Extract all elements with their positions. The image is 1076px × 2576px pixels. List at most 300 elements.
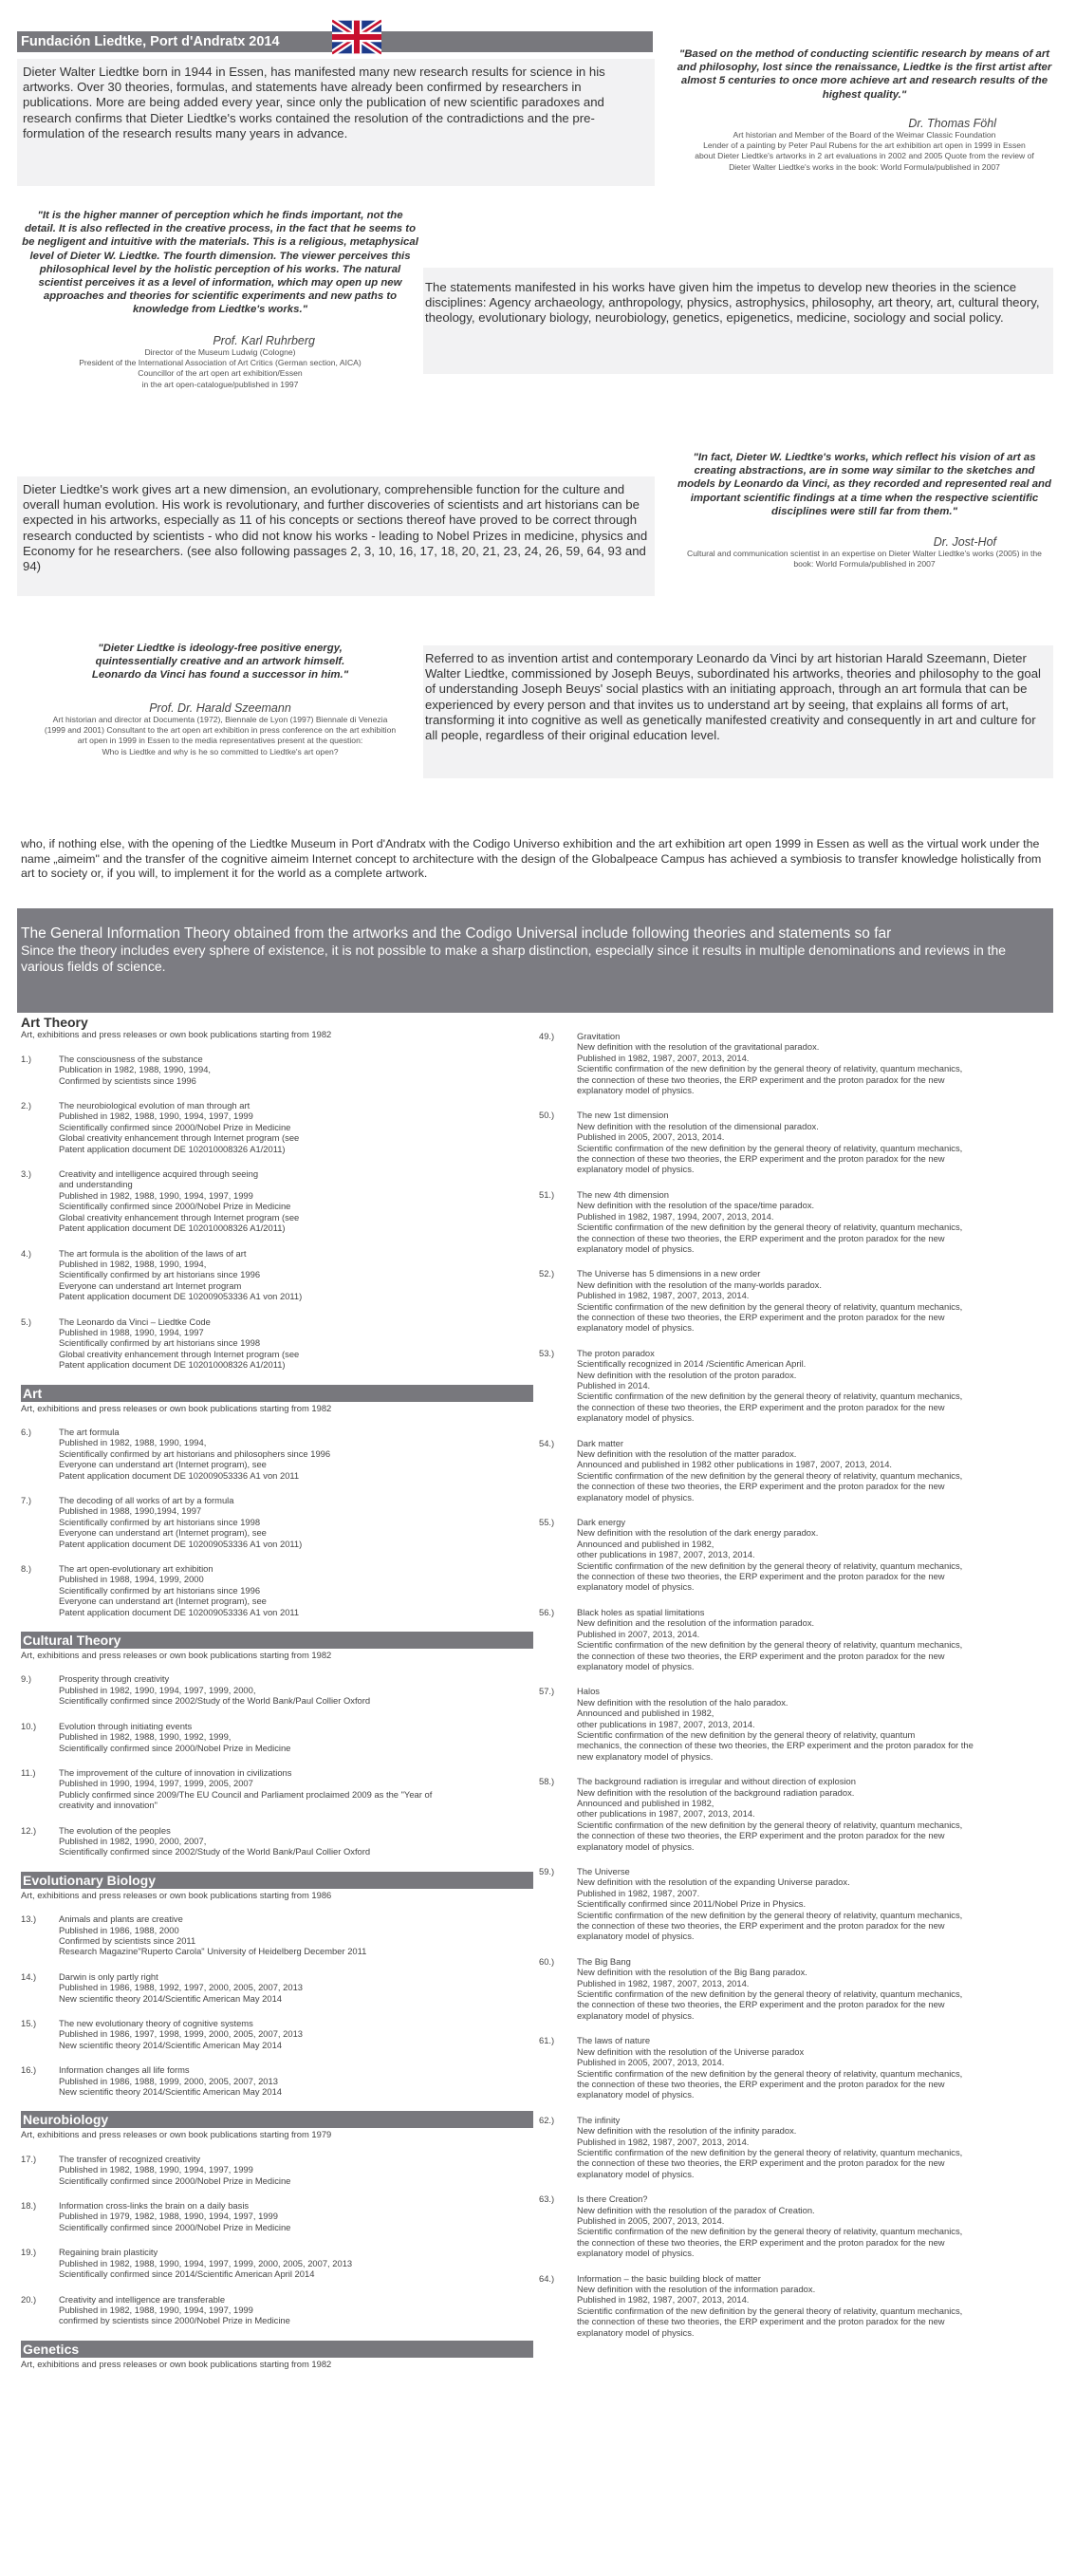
item-line: explanatory model of physics.	[577, 1412, 695, 1424]
item-line: Information changes all life forms	[59, 2064, 190, 2076]
item-body	[59, 1913, 533, 1957]
item-line: Scientific confirmation of the new definition by the general theory of relativity, quantum mechanics,	[577, 1222, 963, 1233]
item-number: 9.)	[21, 1673, 31, 1685]
item-line: explanatory model of physics.	[577, 1322, 695, 1334]
item-line: explanatory model of physics.	[577, 2326, 695, 2338]
item-line: the connection of these two theories, the ERP experiment and the proton paradox for the new	[577, 2078, 945, 2089]
item-line: the connection of these two theories, the ERP experiment and the proton paradox for the new	[577, 2157, 945, 2169]
item-line: Animals and plants are creative	[59, 1913, 183, 1925]
list-item	[21, 1825, 533, 1857]
quote-josthof-author: Dr. Jost-Hof	[933, 535, 996, 550]
banner-subtext: Since the theory includes every sphere of existence, it is not possible to make a sharp distinction, especially since it results in multiple denominations and reviews in the various fields of science.	[21, 943, 1007, 974]
item-line: the connection of these two theories, the ERP experiment and the proton paradox for the new	[577, 1571, 945, 1582]
item-line: Published in 1982, 1988, 1990, 1994,	[59, 1258, 207, 1269]
item-line: Research Magazine"Ruperto Carola" University of Heidelberg December 2011	[59, 1946, 367, 1957]
item-number: 14.)	[21, 1970, 37, 1982]
item-body	[59, 2294, 533, 2326]
item-line: Everyone can understand art Internet program	[59, 1279, 242, 1291]
item-line: Scientific confirmation of the new definition by the general theory of relativity, quantum mechanics,	[577, 1469, 963, 1481]
item-line: New definition with the resolution of the dark energy paradox.	[577, 1527, 819, 1539]
item-line: Published in 1982, 1987, 2007, 2013, 2014.	[577, 1290, 750, 1301]
right-theory-column	[539, 1031, 1053, 2352]
item-line: Publicly confirmed since 2009/The EU Council and Parliament proclaimed 2009 as the "Year of	[59, 1788, 433, 1800]
item-line: Patent application document DE 102010008326 A1/2011)	[59, 1223, 286, 1234]
item-number: 4.)	[21, 1247, 31, 1259]
list-item	[21, 1971, 533, 2004]
uk-flag-icon	[332, 18, 381, 56]
list-item	[21, 1767, 533, 1811]
list-item	[539, 1268, 1053, 1333]
item-number: 20.)	[21, 2293, 37, 2305]
list-item	[21, 1563, 533, 1617]
list-item	[539, 1686, 1053, 1762]
item-line: other publications in 1987, 2007, 2013, 2014.	[577, 1549, 755, 1560]
item-line: Creativity and intelligence are transferable	[59, 2293, 226, 2305]
item-line: Confirmed by scientists since 1996	[59, 1074, 196, 1086]
item-body	[577, 1031, 1053, 1095]
item-number: 7.)	[21, 1495, 31, 1505]
item-line: The improvement of the culture of innovation in civilizations	[59, 1766, 292, 1778]
museum-statement	[21, 837, 1055, 882]
item-body	[577, 1607, 1053, 1671]
quote-szeemann-desc-1: Art historian and director at Documenta (1972), Biennale de Lyon (1997) Biennale di Venezia	[52, 714, 388, 724]
item-line: New definition with the resolution of the many-worlds paradox.	[577, 1279, 822, 1290]
item-line: Published in 1988, 1994, 1999, 2000	[59, 1574, 204, 1585]
item-line: creativity and innovation"	[59, 1800, 158, 1811]
item-line: Scientific confirmation of the new definition by the general theory of relativity, quantum	[577, 1728, 916, 1740]
item-line: Darwin is only partly right	[59, 1970, 158, 1982]
item-line: New definition with the resolution of the gravitational paradox.	[577, 1041, 820, 1053]
item-line: Black holes as spatial limitations	[577, 1606, 705, 1617]
item-number: 6.)	[21, 1426, 31, 1437]
item-line: the connection of these two theories, the ERP experiment and the proton paradox for the new	[577, 1650, 945, 1661]
banner-heading: The General Information Theory obtained from the artworks and the Codigo Universal include following theories and statements so far	[21, 925, 892, 942]
beuys-text: Referred to as invention artist and contemporary Leonardo da Vinci by art historian Harald Szeemann, Dieter Walter Liedtke, commissioned by Joseph Beuys, subordinated his artworks, theories and philosophy to the goal of understanding Joseph Beuys' social plastics with an initiating approach, through an art formula that can be experienced by every person and that invites us to understand art by seeing, that explains all forms of art, transforming it into cognitive as well as genetically manifested creativity and consequently in art and culture for all people, regardless of their original education level.	[425, 651, 1041, 743]
item-number: 55.)	[539, 1517, 555, 1528]
item-line: confirmed by scientists since 2000/Nobel Prize in Medicine	[59, 2315, 290, 2326]
item-line: Published in 2007, 2013, 2014.	[577, 1628, 700, 1639]
item-line: Creativity and intelligence acquired through seeing	[59, 1168, 259, 1180]
list-item	[21, 2200, 533, 2232]
section-title: Cultural Theory	[21, 1632, 533, 1649]
list-item	[539, 2035, 1053, 2100]
item-line: The decoding of all works of art by a formula	[59, 1495, 234, 1505]
dimension-text: Dieter Liedtke's work gives art a new dimension, an evolutionary, comprehensible function for the culture and overall human evolution. His work is revolutionary, and further discoveries of scientists and art historians can be expected in his artworks, especially as 11 of his concepts or sections thereof have proved to be correct through research conducted by scientists - who did not know his works - leading to Nobel Prizes in medicine, physics and Economy for he researchers. (see also following passages 2, 3, 10, 16, 17, 18, 20, 21, 23, 24, 26, 59, 64, 93 and 94)	[23, 482, 648, 574]
item-line: Published in 2005, 2007, 2013, 2014.	[577, 2057, 725, 2068]
section-title: Genetics	[21, 2341, 533, 2358]
item-body	[577, 1438, 1053, 1503]
item-line: Regaining brain plasticity	[59, 2247, 158, 2258]
item-line: Published in 1988, 1990,1994, 1997	[59, 1505, 202, 1517]
item-line: Scientific confirmation of the new definition by the general theory of relativity, quantum mechanics,	[577, 1909, 963, 1920]
item-line: the connection of these two theories, the ERP experiment and the proton paradox for the new	[577, 2316, 945, 2327]
item-line: Published in 1982, 1988, 1990, 1994, 1997, 1999	[59, 2164, 253, 2175]
item-body	[577, 2273, 1053, 2338]
quote-fohl-desc-2: Lender of a painting by Peter Paul Rubens for the art exhibition art open in 1999 in Essen	[703, 140, 1026, 151]
item-line: Patent application document DE 102009053336 A1 von 2011)	[59, 1291, 303, 1302]
item-line: The infinity	[577, 2114, 621, 2125]
list-item	[21, 1054, 533, 1086]
section-title: Art	[21, 1385, 533, 1402]
item-body	[59, 2064, 533, 2097]
item-line: Announced and published in 1982,	[577, 1538, 714, 1549]
item-number: 17.)	[21, 2153, 37, 2164]
section-subtitle: Art, exhibitions and press releases or own book publications starting from 1979	[21, 2129, 332, 2140]
item-line: mechanics, the connection of these two theories, the ERP experiment and the proton paradox for the	[577, 1740, 974, 1751]
list-item	[539, 1189, 1053, 1254]
item-line: explanatory model of physics.	[577, 2089, 695, 2100]
item-line: The art formula is the abolition of the laws of art	[59, 1247, 247, 1259]
item-body	[577, 2035, 1053, 2100]
item-line: The consciousness of the substance	[59, 1053, 203, 1064]
item-number: 11.)	[21, 1766, 36, 1778]
item-line: Scientifically recognized in 2014 /Scientific American April.	[577, 1358, 807, 1370]
list-item	[21, 1248, 533, 1302]
item-number: 60.)	[539, 1955, 555, 1967]
item-line: The art formula	[59, 1426, 120, 1437]
item-line: Global creativity enhancement through Internet program (see	[59, 1132, 300, 1144]
item-line: Published in 1986, 1988, 1992, 1997, 2000, 2005, 2007, 2013	[59, 1982, 303, 1993]
item-line: Halos	[577, 1686, 600, 1697]
section-subtitle: Art, exhibitions and press releases or own book publications starting from 1982	[21, 1650, 332, 1661]
list-item	[21, 2247, 533, 2279]
item-line: Published in 1990, 1994, 1997, 1999, 2005, 2007	[59, 1778, 253, 1789]
item-line: Dark energy	[577, 1517, 626, 1528]
item-line: Published in 1982, 1988, 1990, 1994,	[59, 1437, 207, 1448]
item-line: The Universe has 5 dimensions in a new order	[577, 1268, 761, 1279]
item-line: Scientifically confirmed by art historians and philosophers since 1996	[59, 1447, 331, 1459]
item-line: The new 1st dimension	[577, 1110, 669, 1121]
item-line: Confirmed by scientists since 2011	[59, 1934, 196, 1946]
quote-josthof-desc-1: Cultural and communication scientist in an expertise on Dieter Walter Liedtke's works (2005) in the	[687, 549, 1042, 559]
item-line: Announced and published in 1982 other publications in 1987, 2007, 2013, 2014.	[577, 1459, 893, 1470]
item-number: 49.)	[539, 1031, 555, 1041]
item-number: 61.)	[539, 2035, 555, 2046]
item-line: Patent application document DE 102009053336 A1 von 2011)	[59, 1538, 303, 1549]
list-item	[539, 1956, 1053, 2021]
quote-szeemann-author: Prof. Dr. Harald Szeemann	[149, 700, 291, 715]
item-line: Scientifically confirmed by art historians since 1998	[59, 1337, 261, 1349]
item-line: Scientifically confirmed by art historians since 1998	[59, 1516, 261, 1527]
list-item	[21, 1427, 533, 1481]
quote-ruhrberg-desc-1: Director of the Museum Ludwig (Cologne)	[144, 346, 296, 357]
quote-szeemann-desc-2: (1999 and 2001) Consultant to the art open art exhibition in press conference on the art exhibition	[44, 724, 397, 735]
quote-fohl-desc-4: Dieter Walter Liedtke's works in the book: World Formula/published in 2007	[729, 161, 1000, 172]
quote-szeemann	[21, 642, 419, 757]
item-number: 12.)	[21, 1824, 37, 1836]
item-line: Information – the basic building block of matter	[577, 2272, 761, 2284]
item-number: 1.)	[21, 1053, 31, 1064]
item-line: New scientific theory 2014/Scientific American May 2014	[59, 2039, 283, 2050]
item-line: New definition with the resolution of the Big Bang paradox.	[577, 1967, 807, 1978]
quote-ruhrberg-desc-2: President of the International Association of Art Critics (German section, AICA)	[79, 357, 362, 367]
item-line: Published in 1982, 1988, 1990, 1994, 1997, 1999	[59, 1111, 253, 1122]
item-line: The transfer of recognized creativity	[59, 2153, 201, 2164]
item-line: Published in 1986, 1997, 1998, 1999, 2000, 2005, 2007, 2013	[59, 2028, 303, 2040]
item-line: the connection of these two theories, the ERP experiment and the proton paradox for the new	[577, 1153, 945, 1165]
item-line: New scientific theory 2014/Scientific American May 2014	[59, 2086, 283, 2098]
list-item	[539, 2115, 1053, 2179]
item-line: Published in 1979, 1982, 1988, 1990, 1994, 1997, 1999	[59, 2211, 278, 2222]
item-body	[577, 1517, 1053, 1593]
item-line: The neurobiological evolution of man through art	[59, 1100, 250, 1111]
item-line: New definition with the resolution of the space/time paradox.	[577, 1200, 815, 1211]
item-line: Published in 1982, 1987, 2007.	[577, 1887, 700, 1898]
item-line: Gravitation	[577, 1031, 621, 1041]
item-line: The Universe	[577, 1866, 630, 1876]
item-line: explanatory model of physics.	[577, 2009, 695, 2021]
item-number: 54.)	[539, 1437, 555, 1448]
item-line: explanatory model of physics.	[577, 1840, 695, 1852]
disciplines-text: The statements manifested in his works have given him the impetus to develop new theories in the science disciplines: Agency archaeology, anthropology, physics, astrophysics, philosophy, art theory, art, cultural theory, theology, evolutionary biology, neurobiology, genetics, epigenetics, medicine, sociology and social policy.	[425, 280, 1040, 326]
item-line: Scientific confirmation of the new definition by the general theory of relativity, quantum mechanics,	[577, 1988, 963, 2000]
item-body	[59, 1721, 533, 1753]
item-line: Everyone can understand art (Internet program), see	[59, 1459, 267, 1470]
item-line: Global creativity enhancement through Internet program (see	[59, 1211, 300, 1223]
item-line: Published in 1986, 1988, 1999, 2000, 2005, 2007, 2013	[59, 2075, 278, 2086]
quote-josthof-text: "In fact, Dieter W. Liedtke's works, which reflect his vision of art as creating abstractions, are in some way similar to the sketches and models by Leonardo da Vinci, as they recorded and represented real and important scientific findings at a time when the respective scientific disciplines were still far from them."	[677, 452, 1051, 517]
item-line: Scientifically confirmed since 2002/Study of the World Bank/Paul Collier Oxford	[59, 1695, 371, 1707]
quote-ruhrberg-author: Prof. Karl Ruhrberg	[213, 333, 315, 347]
item-number: 8.)	[21, 1563, 31, 1575]
disciplines-box	[423, 268, 1053, 374]
item-line: New scientific theory 2014/Scientific American May 2014	[59, 1992, 283, 2004]
item-line: Patent application document DE 102010008326 A1/2011)	[59, 1143, 286, 1154]
item-line: Evolution through initiating events	[59, 1720, 193, 1731]
item-line: Published in 1982, 1988, 1990, 1992, 1999,	[59, 1731, 232, 1743]
item-body	[577, 1956, 1053, 2021]
item-line: the connection of these two theories, the ERP experiment and the proton paradox for the new	[577, 1920, 945, 1932]
list-item	[539, 1607, 1053, 1671]
item-body	[577, 1268, 1053, 1333]
item-line: the connection of these two theories, the ERP experiment and the proton paradox for the new	[577, 1401, 945, 1412]
item-number: 56.)	[539, 1606, 555, 1617]
item-number: 5.)	[21, 1316, 31, 1327]
item-line: Published in 1982, 1987, 1994, 2007, 2013, 2014.	[577, 1210, 774, 1222]
theory-banner	[17, 908, 1053, 1013]
item-line: the connection of these two theories, the ERP experiment and the proton paradox for the new	[577, 1481, 945, 1492]
item-line: Published in 1982, 1990, 1994, 1997, 1999, 2000,	[59, 1684, 256, 1695]
left-theory-column	[21, 1017, 533, 2382]
item-line: explanatory model of physics.	[577, 2248, 695, 2259]
item-line: New definition and the resolution of the information paradox.	[577, 1617, 815, 1629]
item-body	[59, 2200, 533, 2232]
item-line: explanatory model of physics.	[577, 1931, 695, 1942]
item-number: 63.)	[539, 2193, 555, 2205]
item-line: New definition with the resolution of the background radiation paradox.	[577, 1786, 855, 1798]
item-line: New definition with the resolution of the Universe paradox	[577, 2045, 805, 2057]
item-line: explanatory model of physics.	[577, 1085, 695, 1096]
item-line: Scientific confirmation of the new definition by the general theory of relativity, quantum mechanics,	[577, 2067, 963, 2079]
item-line: explanatory model of physics.	[577, 1660, 695, 1671]
item-line: The background radiation is irregular and without direction of explosion	[577, 1776, 856, 1787]
item-number: 13.)	[21, 1913, 37, 1925]
item-line: the connection of these two theories, the ERP experiment and the proton paradox for the new	[577, 2236, 945, 2248]
item-line: Scientifically confirmed since 2002/Study of the World Bank/Paul Collier Oxford	[59, 1846, 371, 1857]
item-line: Scientifically confirmed by art historians since 1996	[59, 1269, 261, 1280]
item-line: Published in 1982, 1988, 1990, 1994, 1997, 1999, 2000, 2005, 2007, 2013	[59, 2257, 353, 2268]
list-item	[539, 1438, 1053, 1503]
list-item	[21, 1168, 533, 1233]
item-body	[59, 1054, 533, 1086]
item-line: New definition with the resolution of the infinity paradox.	[577, 2125, 797, 2137]
item-line: Is there Creation?	[577, 2193, 648, 2205]
item-line: Scientific confirmation of the new definition by the general theory of relativity, quantum mechanics,	[577, 2226, 963, 2237]
item-body	[577, 2193, 1053, 2258]
item-number: 51.)	[539, 1188, 555, 1200]
item-line: the connection of these two theories, the ERP experiment and the proton paradox for the new	[577, 1999, 945, 2010]
section-subtitle: Art, exhibitions and press releases or own book publications starting from 1986	[21, 1889, 332, 1900]
dimension-box	[17, 476, 655, 596]
intro-text: Dieter Walter Liedtke born in 1944 in Essen, has manifested many new research results for science in his artworks. Over 30 theories, formulas, and statements have already been confirmed by researchers in publications. More are being added every year, since only the publication of new scientific paradoxes and research confirms that Dieter Liedtke's works contained the resolution of the contradictions and the pre-formulation of the research results many years in advance.	[23, 65, 605, 140]
item-number: 15.)	[21, 2018, 37, 2028]
item-number: 16.)	[21, 2064, 37, 2076]
item-body	[577, 2115, 1053, 2179]
item-number: 53.)	[539, 1347, 555, 1358]
list-item	[21, 1673, 533, 1706]
item-body	[59, 1563, 533, 1617]
item-line: new explanatory model of physics.	[577, 1750, 714, 1762]
item-line: Scientifically confirmed since 2000/Nobel Prize in Medicine	[59, 1742, 291, 1753]
item-line: The laws of nature	[577, 2035, 651, 2046]
item-body	[577, 1776, 1053, 1852]
section-title: Evolutionary Biology	[21, 1872, 533, 1889]
list-item	[539, 1031, 1053, 1095]
item-line: explanatory model of physics.	[577, 1164, 695, 1175]
item-line: explanatory model of physics.	[577, 2168, 695, 2179]
list-item	[539, 1776, 1053, 1852]
item-line: the connection of these two theories, the ERP experiment and the proton paradox for the new	[577, 1311, 945, 1322]
item-line: New definition with the resolution of the information paradox.	[577, 2284, 816, 2294]
item-number: 18.)	[21, 2200, 37, 2212]
item-line: Published in 1982, 1987, 2007, 2013, 2014.	[577, 2294, 750, 2305]
item-line: New definition with the resolution of the expanding Universe paradox.	[577, 1876, 850, 1888]
section-subtitle: Art, exhibitions and press releases or own book publications starting from 1982	[21, 1029, 332, 1040]
item-line: The proton paradox	[577, 1347, 655, 1358]
item-line: Scientifically confirmed since 2000/Nobel Prize in Medicine	[59, 2221, 291, 2232]
item-body	[59, 1971, 533, 2004]
item-line: Patent application document DE 102009053336 A1 von 2011	[59, 1606, 300, 1617]
museum-text: who, if nothing else, with the opening of the Liedtke Museum in Port d'Andratx with the Codigo Universo exhibition and the art exhibition art open 1999 in Essen as well as the virtual work under the name „aimeim" and the transfer of the cognitive aimeim Internet concept to architecture with the design of the Globalpeace Campus has achieved a symbiosis to transfer knowledge holistically from art to society or, if you will, to implement it for the world as a complete artwork.	[21, 837, 1042, 880]
list-item	[21, 1721, 533, 1753]
item-line: Scientific confirmation of the new definition by the general theory of relativity, quantum mechanics,	[577, 1639, 963, 1651]
item-body	[577, 1686, 1053, 1762]
item-number: 10.)	[21, 1720, 37, 1731]
item-number: 62.)	[539, 2114, 555, 2125]
item-body	[59, 1168, 533, 1233]
quote-ruhrberg-text: "It is the higher manner of perception which he finds important, not the detail. It is also reflected in the creative process, in the fact that he seems to be negligent and intuitive with the materials. This is a religious, metaphysical level of Dieter W. Liedtke. The fourth dimension. The viewer perceives this philosophical level by the holistic perception of his works. The natural scientist perceives it as a level of information, which may open up new approaches and theories for scientific experiments and new paths to knowledge from Liedtke's works."	[22, 210, 418, 316]
quote-fohl-desc-3: about Dieter Liedtke's artworks in 2 art evaluations in 2002 and 2005 Quote from the review of	[695, 151, 1034, 161]
quote-josthof	[676, 451, 1053, 570]
item-body	[59, 2018, 533, 2050]
list-item	[539, 1866, 1053, 1942]
item-line: The evolution of the peoples	[59, 1824, 171, 1836]
list-item	[539, 2273, 1053, 2338]
item-line: the connection of these two theories, the ERP experiment and the proton paradox for the new	[577, 1830, 945, 1841]
item-line: other publications in 1987, 2007, 2013, 2014.	[577, 1718, 755, 1729]
quote-fohl	[676, 47, 1053, 173]
quote-josthof-desc-2: book: World Formula/published in 2007	[793, 559, 936, 569]
list-item	[21, 1495, 533, 1549]
item-line: Scientifically confirmed since 2014/Scientific American April 2014	[59, 2268, 315, 2280]
item-number: 19.)	[21, 2247, 37, 2258]
item-line: Scientifically confirmed since 2000/Nobel Prize in Medicine	[59, 1201, 291, 1212]
item-line: Published in 1982, 1988, 1990, 1994, 1997, 1999	[59, 1189, 253, 1201]
item-line: Patent application document DE 102009053336 A1 von 2011	[59, 1469, 300, 1481]
list-item	[539, 1348, 1053, 1424]
list-item	[539, 1517, 1053, 1593]
item-line: Announced and published in 1982,	[577, 1797, 714, 1808]
item-line: explanatory model of physics.	[577, 1581, 695, 1593]
item-body	[59, 1427, 533, 1481]
item-line: Published in 1982, 1987, 2007, 2013, 2014.	[577, 1052, 750, 1063]
item-line: Scientifically confirmed since 2011/Nobel Prize in Physics.	[577, 1898, 807, 1910]
list-item	[21, 1913, 533, 1957]
item-number: 52.)	[539, 1268, 555, 1279]
list-item	[21, 1316, 533, 1371]
item-line: the connection of these two theories, the ERP experiment and the proton paradox for the new	[577, 1073, 945, 1085]
item-line: Scientific confirmation of the new definition by the general theory of relativity, quantum mechanics,	[577, 1300, 963, 1312]
item-line: New definition with the resolution of the proton paradox.	[577, 1369, 797, 1380]
item-body	[577, 1110, 1053, 1174]
quote-szeemann-desc-4: Who is Liedtke and why is he so committed to Liedtke's art open?	[102, 746, 339, 756]
item-number: 58.)	[539, 1776, 555, 1787]
item-line: New definition with the resolution of the dimensional paradox.	[577, 1120, 819, 1131]
intro-box	[17, 59, 655, 186]
item-line: Published in 1988, 1990, 1994, 1997	[59, 1326, 204, 1337]
item-line: Publication in 1982, 1988, 1990, 1994,	[59, 1064, 212, 1075]
item-line: Scientific confirmation of the new definition by the general theory of relativity, quantum mechanics,	[577, 2146, 963, 2157]
section-subtitle: Art, exhibitions and press releases or own book publications starting from 1982	[21, 2358, 332, 2369]
item-number: 57.)	[539, 1686, 555, 1697]
list-item	[539, 2193, 1053, 2258]
item-body	[59, 1825, 533, 1857]
item-line: the connection of these two theories, the ERP experiment and the proton paradox for the new	[577, 1232, 945, 1243]
item-number: 2.)	[21, 1100, 31, 1111]
header-title: Fundación Liedtke, Port d'Andratx 2014	[21, 34, 280, 49]
item-line: Global creativity enhancement through Internet program (see	[59, 1348, 300, 1359]
item-line: Published in 2014.	[577, 1379, 651, 1391]
item-number: 59.)	[539, 1866, 555, 1876]
section-title: Neurobiology	[21, 2111, 533, 2128]
item-body	[59, 1495, 533, 1549]
item-body	[577, 1866, 1053, 1942]
item-body	[59, 1673, 533, 1706]
item-line: Scientifically confirmed since 2000/Nobel Prize in Medicine	[59, 1121, 291, 1132]
quote-ruhrberg-desc-3: Councillor of the art open art exhibition/Essen	[138, 368, 303, 379]
item-body	[59, 2154, 533, 2186]
item-line: The new evolutionary theory of cognitive systems	[59, 2018, 253, 2028]
item-body	[59, 1316, 533, 1371]
item-line: Published in 2005, 2007, 2013, 2014.	[577, 1131, 725, 1143]
item-line: Announced and published in 1982,	[577, 1708, 714, 1719]
item-number: 64.)	[539, 2272, 555, 2284]
section-title: Art Theory	[21, 1015, 88, 1030]
quote-fohl-author: Dr. Thomas Föhl	[908, 116, 996, 130]
item-line: Published in 1982, 1987, 2007, 2013, 2014.	[577, 2136, 750, 2147]
list-item	[21, 2294, 533, 2326]
list-item	[21, 2018, 533, 2050]
item-number: 50.)	[539, 1110, 555, 1121]
item-line: The new 4th dimension	[577, 1188, 669, 1200]
item-line: Scientific confirmation of the new definition by the general theory of relativity, quantum mechanics,	[577, 1063, 963, 1074]
item-line: Dark matter	[577, 1437, 623, 1448]
item-line: The Big Bang	[577, 1955, 631, 1967]
item-body	[577, 1189, 1053, 1254]
quote-szeemann-text: "Dieter Liedtke is ideology-free positive energy, quintessentially creative and an artwork himself. Leonardo da Vinci has found a successor in him."	[91, 643, 349, 681]
item-line: Scientific confirmation of the new definition by the general theory of relativity, quantum mechanics,	[577, 2305, 963, 2316]
item-line: Published in 1982, 1987, 2007, 2013, 2014.	[577, 1977, 750, 1988]
